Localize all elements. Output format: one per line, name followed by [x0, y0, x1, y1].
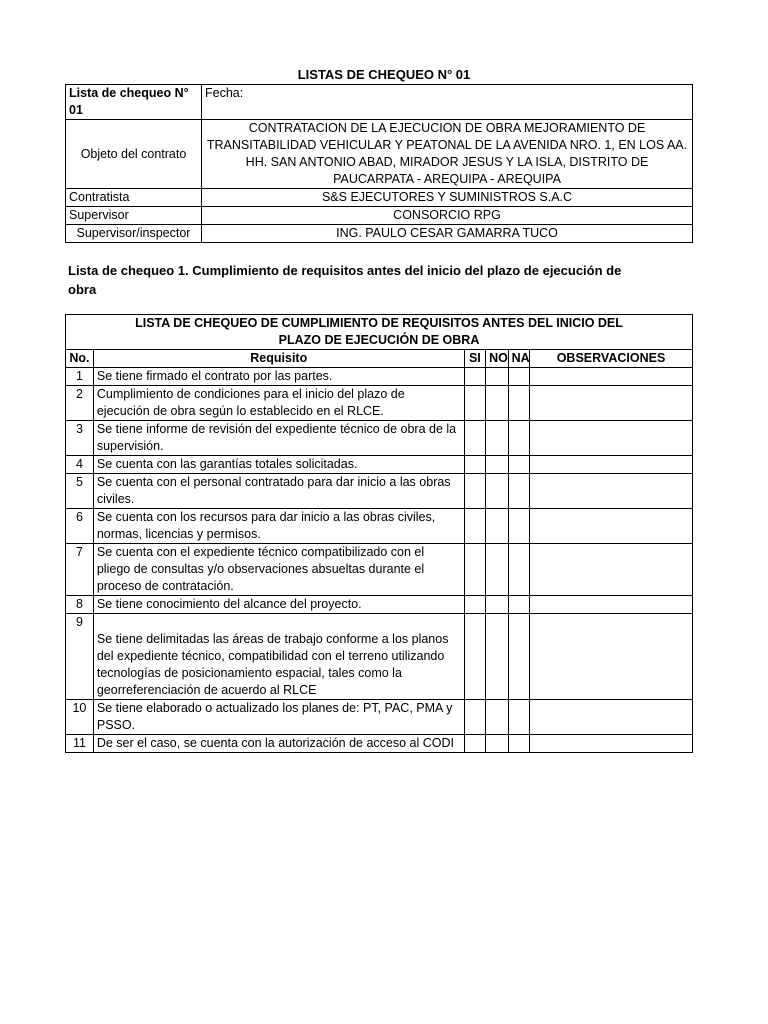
- checklist-number-label: Lista de chequeo N° 01: [66, 85, 202, 120]
- col-header-no-option: NO: [486, 350, 509, 368]
- no-cell[interactable]: [486, 735, 509, 753]
- si-cell[interactable]: [464, 509, 485, 544]
- row-number: 6: [66, 509, 94, 544]
- header-row-contratista: [66, 189, 693, 207]
- requisito-text: Se cuenta con el personal contratado para dar inicio a las obras civiles.: [93, 474, 464, 509]
- no-cell[interactable]: [486, 456, 509, 474]
- requisito-text: Se tiene firmado el contrato por las partes.: [93, 368, 464, 386]
- row-number: 10: [66, 700, 94, 735]
- no-cell[interactable]: [486, 700, 509, 735]
- header-row-inspector: [66, 225, 693, 243]
- requisito-text: Se tiene elaborado o actualizado los planes de: PT, PAC, PMA y PSSO.: [93, 700, 464, 735]
- inspector-label: Supervisor/inspector: [66, 225, 202, 243]
- col-header-observaciones: OBSERVACIONES: [530, 350, 693, 368]
- na-cell[interactable]: [508, 735, 529, 753]
- requisito-text-body: Se tiene delimitadas las áreas de trabajo conforme a los planos del expediente técnico, compatibilidad con el terreno utilizando tecnologías de posicionamiento espacial, tales como la georreferenciación de acuerdo al RLCE: [96, 632, 449, 697]
- table-row: [66, 509, 693, 544]
- si-cell[interactable]: [464, 596, 485, 614]
- no-cell[interactable]: [486, 368, 509, 386]
- requirements-checklist-table: [65, 314, 693, 753]
- table-row: [66, 368, 693, 386]
- col-header-no: No.: [66, 350, 94, 368]
- requisito-text: Cumplimiento de condiciones para el inicio del plazo de ejecución de obra según lo establecido en el RLCE.: [93, 386, 464, 421]
- na-cell[interactable]: [508, 544, 529, 596]
- requisito-text: Se tiene conocimiento del alcance del proyecto.: [93, 596, 464, 614]
- objeto-label: Objeto del contrato: [66, 120, 202, 189]
- table-row: [66, 421, 693, 456]
- requisito-text: Se tiene informe de revisión del expediente técnico de obra de la supervisión.: [93, 421, 464, 456]
- table-row: [66, 386, 693, 421]
- row-number: 1: [66, 368, 94, 386]
- header-row-supervisor: [66, 207, 693, 225]
- objeto-value: CONTRATACION DE LA EJECUCION DE OBRA MEJORAMIENTO DE TRANSITABILIDAD VEHICULAR Y PEATONAL DE LA AVENIDA NRO. 1, EN LOS AA. HH. SAN ANTONIO ABAD, MIRADOR JESUS Y LA ISLA, DISTRITO DE PAUCARPATA - AREQUIPA - AREQUIPA: [202, 120, 693, 189]
- supervisor-label: Supervisor: [66, 207, 202, 225]
- header-row-checklist: [66, 85, 693, 120]
- row-number: 3: [66, 421, 94, 456]
- column-header-row: [66, 350, 693, 368]
- checklist-table-title: LISTA DE CHEQUEO DE CUMPLIMIENTO DE REQUISITOS ANTES DEL INICIO DEL PLAZO DE EJECUCIÓN DE OBRA: [66, 315, 693, 350]
- si-cell[interactable]: [464, 614, 485, 700]
- observaciones-cell[interactable]: [530, 456, 693, 474]
- col-header-na: NA: [508, 350, 529, 368]
- row-number: 8: [66, 596, 94, 614]
- requisito-text: [93, 614, 464, 700]
- no-cell[interactable]: [486, 544, 509, 596]
- supervisor-value: CONSORCIO RPG: [202, 207, 693, 225]
- observaciones-cell[interactable]: [530, 509, 693, 544]
- si-cell[interactable]: [464, 456, 485, 474]
- row-number: 2: [66, 386, 94, 421]
- inspector-value: ING. PAULO CESAR GAMARRA TUCO: [202, 225, 693, 243]
- requisito-text: De ser el caso, se cuenta con la autorización de acceso al CODI: [93, 735, 464, 753]
- observaciones-cell[interactable]: [530, 421, 693, 456]
- table-row: [66, 700, 693, 735]
- table-row: [66, 614, 693, 700]
- si-cell[interactable]: [464, 421, 485, 456]
- table-row: [66, 544, 693, 596]
- document-title: LISTAS DE CHEQUEO N° 01: [297, 67, 471, 82]
- observaciones-cell[interactable]: [530, 544, 693, 596]
- requisito-text: Se cuenta con las garantías totales solicitadas.: [93, 456, 464, 474]
- no-cell[interactable]: [486, 386, 509, 421]
- na-cell[interactable]: [508, 614, 529, 700]
- observaciones-cell[interactable]: [530, 596, 693, 614]
- contratista-value: S&S EJECUTORES Y SUMINISTROS S.A.C: [202, 189, 693, 207]
- no-cell[interactable]: [486, 596, 509, 614]
- table-row: [66, 735, 693, 753]
- na-cell[interactable]: [508, 386, 529, 421]
- table-row: [66, 456, 693, 474]
- na-cell[interactable]: [508, 596, 529, 614]
- si-cell[interactable]: [464, 700, 485, 735]
- na-cell[interactable]: [508, 474, 529, 509]
- na-cell[interactable]: [508, 368, 529, 386]
- header-row-objeto: [66, 120, 693, 189]
- requisito-text: Se cuenta con los recursos para dar inicio a las obras civiles, normas, licencias y permisos.: [93, 509, 464, 544]
- col-header-requisito: Requisito: [93, 350, 464, 368]
- requisito-text: Se cuenta con el expediente técnico compatibilizado con el pliego de consultas y/o observaciones absueltas durante el proceso de contratación.: [93, 544, 464, 596]
- si-cell[interactable]: [464, 544, 485, 596]
- row-number: 11: [66, 735, 94, 753]
- si-cell[interactable]: [464, 368, 485, 386]
- row-number: 9: [66, 614, 94, 700]
- na-cell[interactable]: [508, 456, 529, 474]
- si-cell[interactable]: [464, 735, 485, 753]
- contract-header-table: [65, 84, 693, 243]
- observaciones-cell[interactable]: [530, 368, 693, 386]
- row-number: 5: [66, 474, 94, 509]
- table-title-row: [66, 315, 693, 350]
- na-cell[interactable]: [508, 700, 529, 735]
- no-cell[interactable]: [486, 421, 509, 456]
- na-cell[interactable]: [508, 509, 529, 544]
- si-cell[interactable]: [464, 474, 485, 509]
- si-cell[interactable]: [464, 386, 485, 421]
- observaciones-cell[interactable]: [530, 614, 693, 700]
- fecha-label: Fecha:: [202, 85, 693, 120]
- checklist-subtitle: Lista de chequeo 1. Cumplimiento de requisitos antes del inicio del plazo de ejecución de obra: [68, 263, 622, 297]
- row-number: 4: [66, 456, 94, 474]
- row-spacer: [97, 614, 461, 631]
- na-cell[interactable]: [508, 421, 529, 456]
- table-row: [66, 474, 693, 509]
- observaciones-cell[interactable]: [530, 700, 693, 735]
- no-cell[interactable]: [486, 614, 509, 700]
- row-number: 7: [66, 544, 94, 596]
- observaciones-cell[interactable]: [530, 386, 693, 421]
- table-row: [66, 596, 693, 614]
- no-cell[interactable]: [486, 474, 509, 509]
- contratista-label: Contratista: [66, 189, 202, 207]
- observaciones-cell[interactable]: [530, 735, 693, 753]
- col-header-si: SI: [464, 350, 485, 368]
- no-cell[interactable]: [486, 509, 509, 544]
- observaciones-cell[interactable]: [530, 474, 693, 509]
